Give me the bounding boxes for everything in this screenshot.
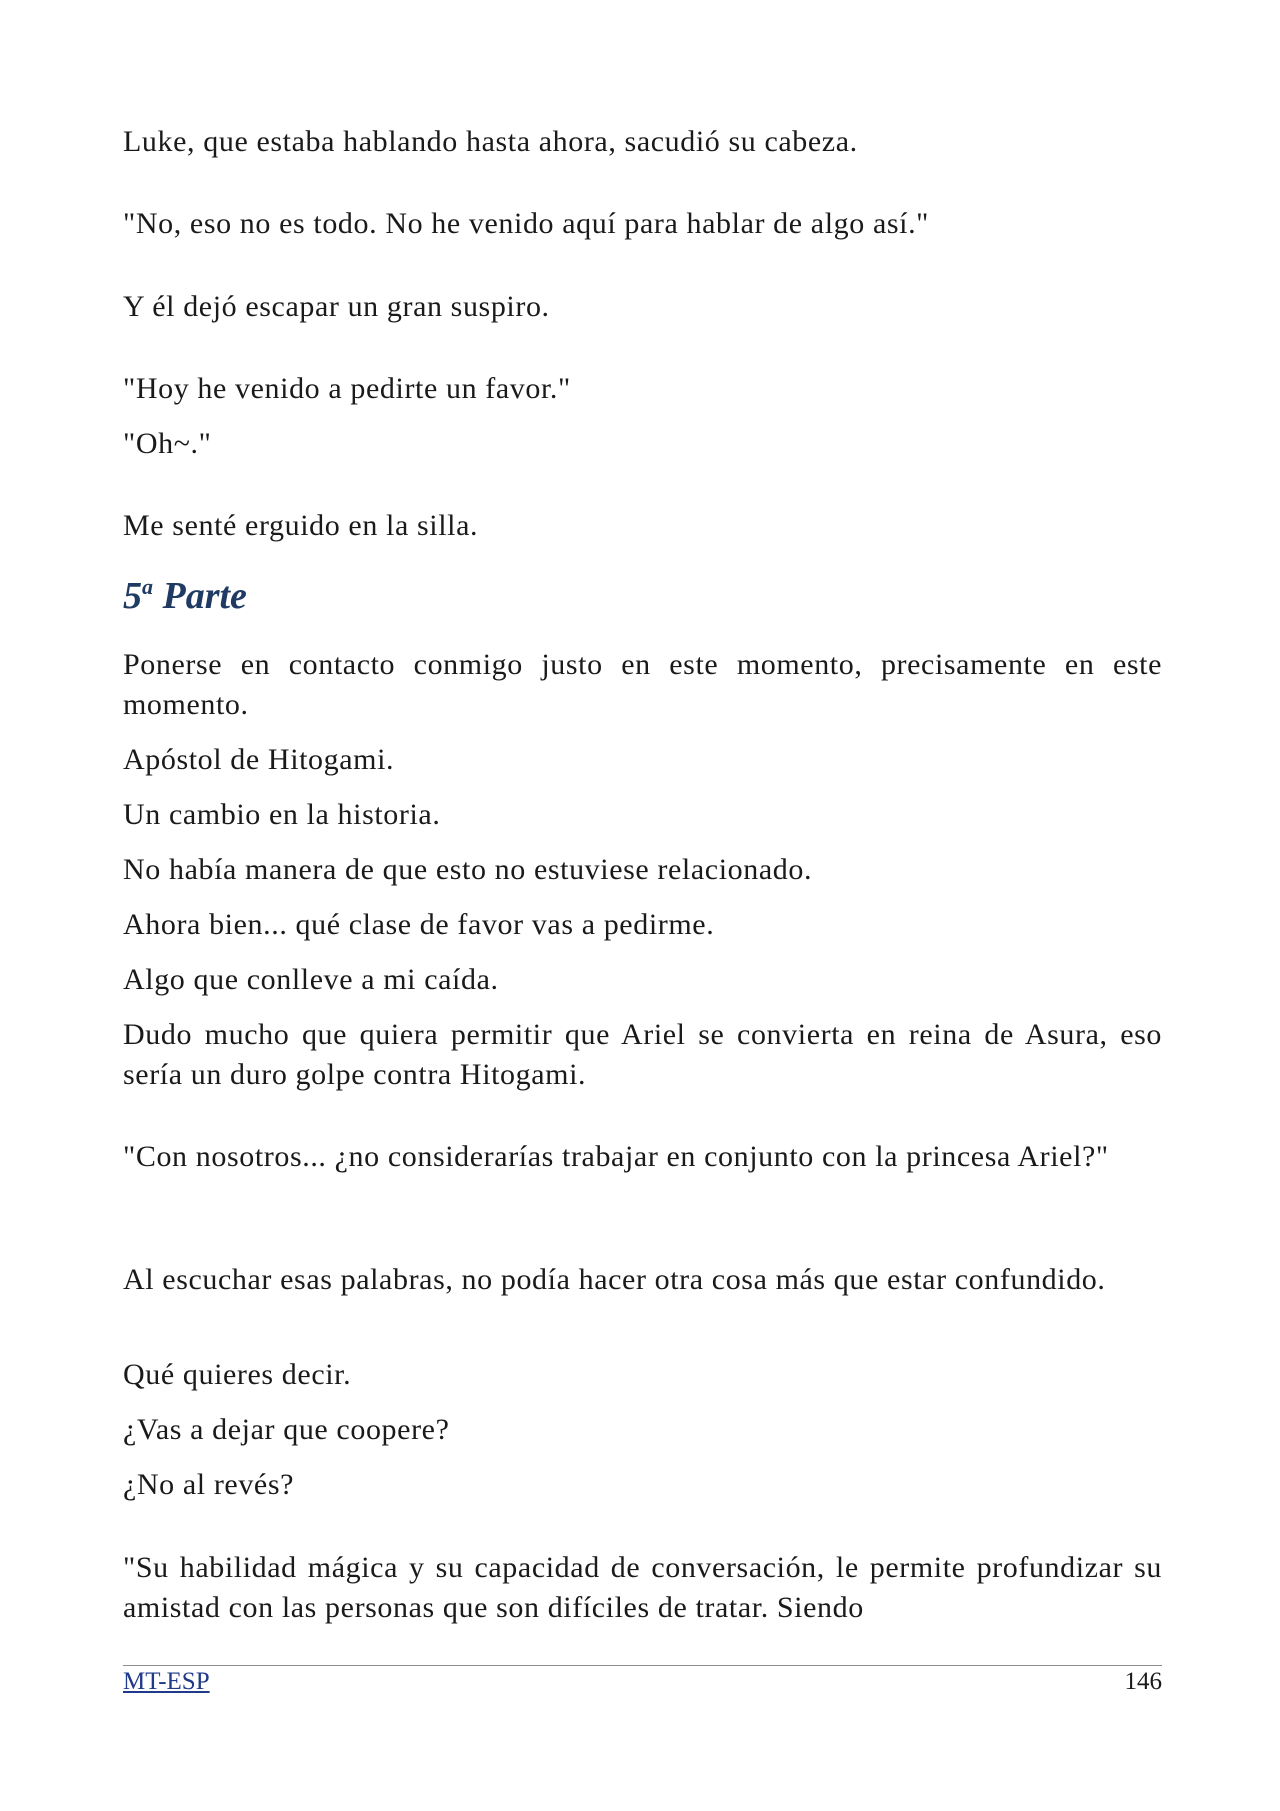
paragraph-2: "No, eso no es todo. No he venido aquí para hablar de algo así." xyxy=(123,207,930,240)
footer-link-mt-esp[interactable]: MT-ESP xyxy=(123,1668,210,1695)
section-title: Parte xyxy=(162,575,247,617)
section-ordinal: a xyxy=(142,574,153,599)
section-paragraph-2: Apóstol de Hitogami. xyxy=(123,743,395,776)
section-paragraph-8: "Con nosotros... ¿no considerarías trabajar en conjunto con la princesa Ariel?" xyxy=(123,1140,1109,1173)
section-heading xyxy=(123,574,247,618)
section-paragraph-4: No había manera de que esto no estuviese relacionado. xyxy=(123,853,813,886)
section-paragraph-5: Ahora bien... qué clase de favor vas a pedirme. xyxy=(123,908,715,941)
footer-divider xyxy=(123,1665,1162,1666)
section-number: 5 xyxy=(123,575,142,617)
section-paragraph-10: Qué quieres decir. xyxy=(123,1358,352,1391)
paragraph-1: Luke, que estaba hablando hasta ahora, sacudió su cabeza. xyxy=(123,125,858,158)
section-paragraph-11: ¿Vas a dejar que coopere? xyxy=(123,1413,450,1446)
paragraph-4: "Hoy he venido a pedirte un favor." xyxy=(123,372,571,405)
section-paragraph-3: Un cambio en la historia. xyxy=(123,798,441,831)
section-paragraph-13: "Su habilidad mágica y su capacidad de conversación, le permite profundizar su amistad con las personas que son difíciles de tratar. Siendo xyxy=(123,1551,1162,1624)
section-paragraph-12: ¿No al revés? xyxy=(123,1468,295,1501)
paragraph-5: "Oh~." xyxy=(123,427,212,460)
paragraph-6: Me senté erguido en la silla. xyxy=(123,509,479,542)
section-paragraph-9: Al escuchar esas palabras, no podía hacer otra cosa más que estar confundido. xyxy=(123,1263,1106,1296)
section-paragraph-7: Dudo mucho que quiera permitir que Ariel se convierta en reina de Asura, eso sería un duro golpe contra Hitogami. xyxy=(123,1018,1162,1091)
section-paragraph-6: Algo que conlleve a mi caída. xyxy=(123,963,499,996)
page-number: 146 xyxy=(1124,1668,1162,1695)
section-paragraph-1: Ponerse en contacto conmigo justo en este momento, precisamente en este momento. xyxy=(123,648,1162,721)
paragraph-3: Y él dejó escapar un gran suspiro. xyxy=(123,290,550,323)
